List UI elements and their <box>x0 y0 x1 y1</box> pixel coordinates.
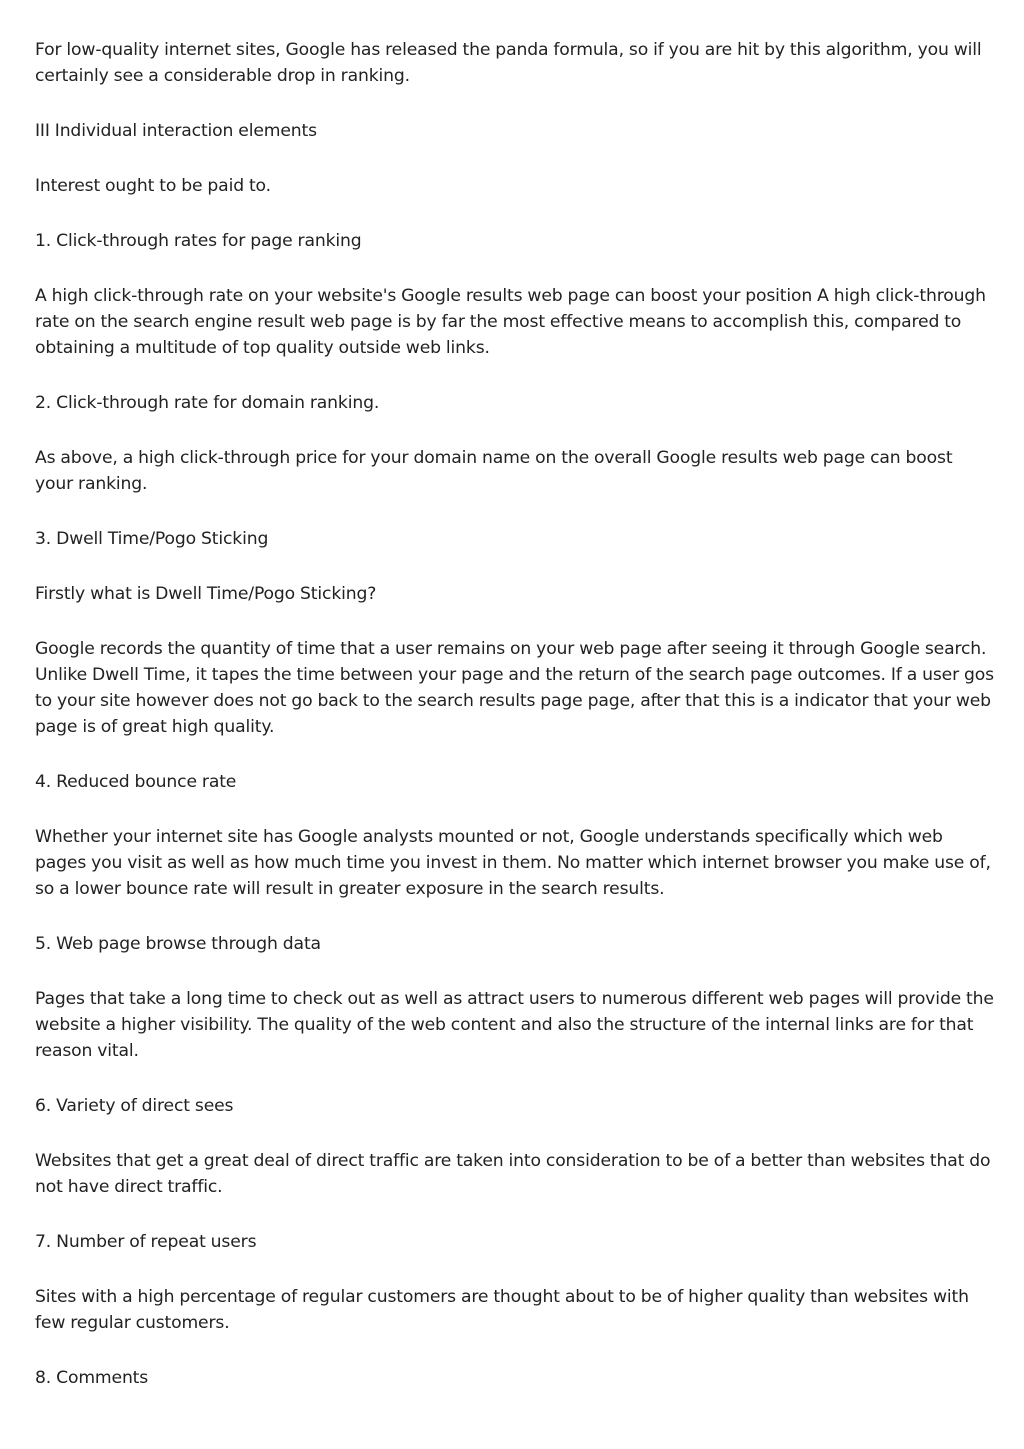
item-heading-3: 3. Dwell Time/Pogo Sticking <box>35 529 269 549</box>
intro-paragraph: For low-quality internet sites, Google has released the panda formula, so if you are hit by this algorithm, you will certainly see a considerable drop in ranking. <box>35 40 982 86</box>
item-heading-7: 7. Number of repeat users <box>35 1232 257 1252</box>
item-heading-2: 2. Click-through rate for domain ranking. <box>35 393 380 413</box>
item-body-5: Pages that take a long time to check out as well as attract users to numerous different web pages will provide the website a higher visibility. The quality of the web content and also the structure of the internal links are for that reason vital. <box>35 989 994 1061</box>
item-heading-5: 5. Web page browse through data <box>35 934 321 954</box>
section-intro: Interest ought to be paid to. <box>35 176 271 196</box>
item-body-1: A high click-through rate on your website's Google results web page can boost your position A high click-through rate on the search engine result web page is by far the most effective means to accomplish this, compared to obtaining a multitude of top quality outside web links. <box>35 286 986 358</box>
item-body-3: Google records the quantity of time that a user remains on your web page after seeing it through Google search. Unlike Dwell Time, it tapes the time between your page and the return of the search page outcomes. If a user gos to your site however does not go back to the search results page page, after that this is a indicator that your web page is of great high quality. <box>35 639 994 737</box>
item-heading-1: 1. Click-through rates for page ranking <box>35 231 362 251</box>
item-heading-8: 8. Comments <box>35 1368 149 1388</box>
item-body-7: Sites with a high percentage of regular customers are thought about to be of higher quality than websites with few regular customers. <box>35 1287 969 1333</box>
item-heading-4: 4. Reduced bounce rate <box>35 772 237 792</box>
item-body-2: As above, a high click-through price for your domain name on the overall Google results web page can boost your ranking. <box>35 448 953 494</box>
item-body-6: Websites that get a great deal of direct traffic are taken into consideration to be of a better than websites that do not have direct traffic. <box>35 1151 991 1197</box>
section-heading-interaction: III Individual interaction elements <box>35 121 317 141</box>
item-question-3: Firstly what is Dwell Time/Pogo Sticking? <box>35 584 377 604</box>
item-heading-6: 6. Variety of direct sees <box>35 1096 234 1116</box>
document-body <box>35 37 995 1420</box>
item-body-4: Whether your internet site has Google analysts mounted or not, Google understands specifically which web pages you visit as well as how much time you invest in them. No matter which internet browser you make use of, so a lower bounce rate will result in greater exposure in the search results. <box>35 827 991 899</box>
